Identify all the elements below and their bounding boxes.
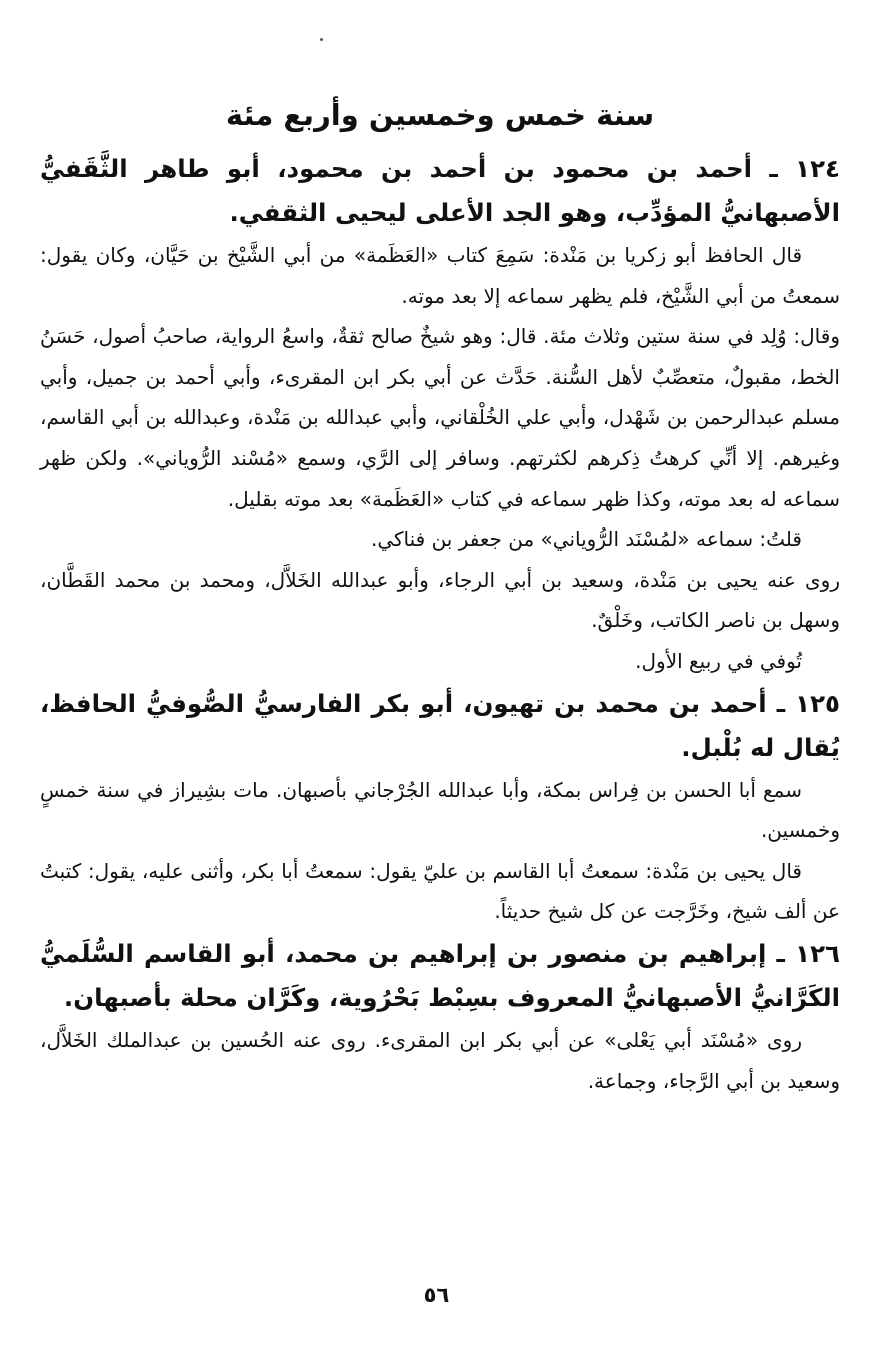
page-number: ٥٦: [423, 1283, 450, 1307]
entry-paragraph: تُوفي في ربيع الأول.: [635, 648, 802, 673]
entry-paragraph: قال الحافظ أبو زكريا بن مَنْدة: سَمِعَ كتاب «العَظَمة» من أبي الشَّيْخ بن حَيَّان، وكان يقول: سمعتُ من أبي الشَّيْخ، فلم يظهر سماعه إلا بعد موته.: [40, 243, 840, 308]
entry-paragraph: قلتُ: سماعه «لمُسْنَد الرُّوياني» من جعفر بن فناكي.: [370, 527, 802, 552]
ink-speck: [320, 38, 323, 41]
page-title: سنة خمس وخمسين وأربع مئة: [225, 98, 655, 132]
entry-heading: ١٢٥ ـ أحمد بن محمد بن تهيون، أبو بكر الفارسيُّ الصُّوفيُّ الحافظ، يُقال له بُلْبل.: [40, 688, 840, 762]
entry-heading: ١٢٦ ـ إبراهيم بن منصور بن إبراهيم بن محمد، أبو القاسم السُّلَميُّ الكَرَّانيُّ الأصبهانيُّ المعروف بسِبْط بَحْرُوية، وكَرَّان محلة بأصبهان.: [40, 938, 840, 1012]
entry-126: [40, 932, 840, 1101]
entry-125: [40, 682, 840, 932]
entry-124: [40, 147, 840, 682]
entry-paragraph: روى «مُسْنَد أبي يَعْلى» عن أبي بكر ابن المقرىء. روى عنه الحُسين بن عبدالملك الخَلاَّل، وسعيد بن أبي الرَّجاء، وجماعة.: [40, 1027, 840, 1093]
entry-paragraph: سمع أبا الحسن بن فِراس بمكة، وأبا عبدالله الجُرْجاني بأصبهان. مات بشِيراز في سنة خمسٍ وخمسين.: [40, 777, 840, 843]
entry-paragraph: وقال: وُلِد في سنة ستين وثلاث مئة. قال: وهو شيخٌ صالح ثقةٌ، واسعُ الرواية، صاحبُ أصول، حَسَنُ الخط، مقبولٌ، متعصِّبٌ لأهل السُّنة. حَدَّث عن أبي بكر ابن المقرىء، وأبي أحمد بن جميل، وأبي مسلم عبدالرحمن بن شَهْدل، وأبي علي الخُلْقاني، وأبي عبدالله بن مَنْدة، وعبدالله بن أبي القاسم، وغيرهم. إلا أنِّي كرهتُ ذِكرهم لكثرتهم. وسافر إلى الرَّي، وسمع «مُسْند الرُّوياني». ولكن ظهر سماعه له بعد موته، وكذا ظهر سماعه في كتاب «العَظَمة» بعد موته بقليل.: [40, 324, 840, 511]
entry-heading: ١٢٤ ـ أحمد بن محمود بن أحمد بن محمود، أبو طاهر الثَّقَفيُّ الأصبهانيُّ المؤدِّب، وهو الجد الأعلى ليحيى الثقفي.: [40, 154, 840, 227]
page-body: [40, 85, 840, 1101]
entry-paragraph: روى عنه يحيى بن مَنْدة، وسعيد بن أبي الرجاء، وأبو عبدالله الخَلاَّل، ومحمد بن محمد القَطَّان، وسهل بن ناصر الكاتب، وخَلْقٌ.: [40, 567, 840, 633]
entry-paragraph: قال يحيى بن مَنْدة: سمعتُ أبا القاسم بن عليّ يقول: سمعتُ أبا بكر، وأثنى عليه، يقول: كتبتُ عن ألف شيخ، وخَرَّجت عن كل شيخ حديثاً.: [40, 858, 840, 924]
